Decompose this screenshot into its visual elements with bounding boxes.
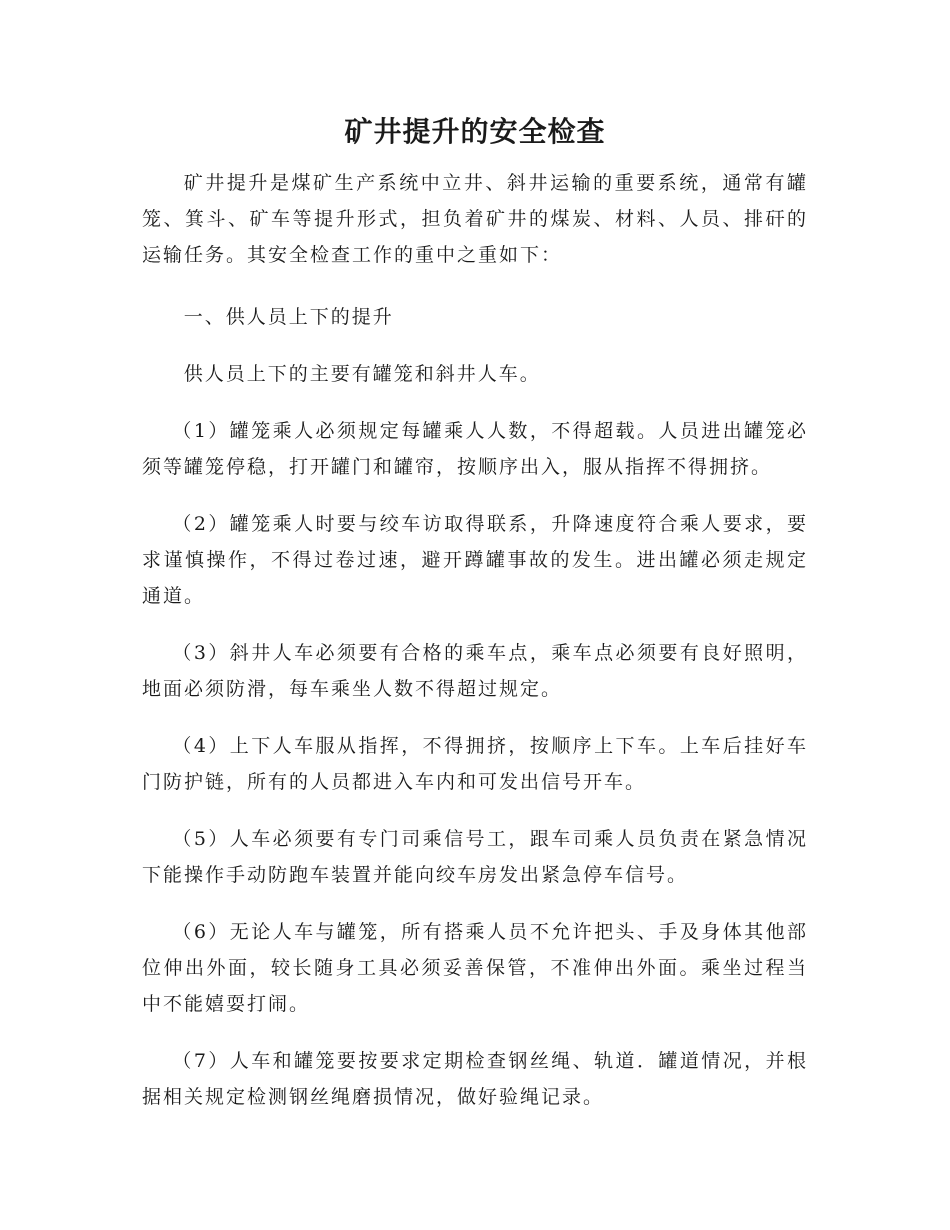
- list-item-1: （1）罐笼乘人必须规定每罐乘人人数，不得超载。人员进出罐笼必须等罐笼停稳，打开罐门和罐帘，按顺序出入，服从指挥不得拥挤。: [142, 420, 808, 478]
- section-heading: 一、供人员上下的提升: [183, 306, 394, 328]
- paragraph-intro: 矿井提升是煤矿生产系统中立井、斜井运输的重要系统，通常有罐笼、箕斗、矿车等提升形式，担负着矿井的煤炭、材料、人员、排矸的运输任务。其安全检查工作的重中之重如下：: [142, 172, 808, 266]
- document-body: [142, 165, 808, 1136]
- list-item-2: （2）罐笼乘人时要与绞车访取得联系，升降速度符合乘人要求，要求谨慎操作，不得过卷过速，避开蹲罐事故的发生。进出罐必须走规定通道。: [142, 513, 808, 607]
- list-item-6: （6）无论人车与罐笼，所有搭乘人员不允许把头、手及身体其他部位伸出外面，较长随身工具必须妥善保管，不准伸出外面。乘坐过程当中不能嬉耍打闹。: [142, 921, 808, 1015]
- paragraph-summary: 供人员上下的主要有罐笼和斜井人车。: [183, 363, 541, 385]
- list-item-4: （4）上下人车服从指挥，不得拥挤，按顺序上下车。上车后挂好车门防护链，所有的人员都进入车内和可发出信号开车。: [142, 735, 808, 793]
- list-item-5: （5）人车必须要有专门司乘信号工，跟车司乘人员负责在紧急情况下能操作手动防跑车装置并能向绞车房发出紧急停车信号。: [142, 828, 808, 886]
- list-item-3: （3）斜井人车必须要有合格的乘车点，乘车点必须要有良好照明，地面必须防滑，每车乘坐人数不得超过规定。: [142, 642, 808, 700]
- document-title: 矿井提升的安全检查: [344, 115, 606, 148]
- list-item-7: （7）人车和罐笼要按要求定期检查钢丝绳、轨道．罐道情况，并根据相关规定检测钢丝绳磨损情况，做好验绳记录。: [142, 1050, 808, 1108]
